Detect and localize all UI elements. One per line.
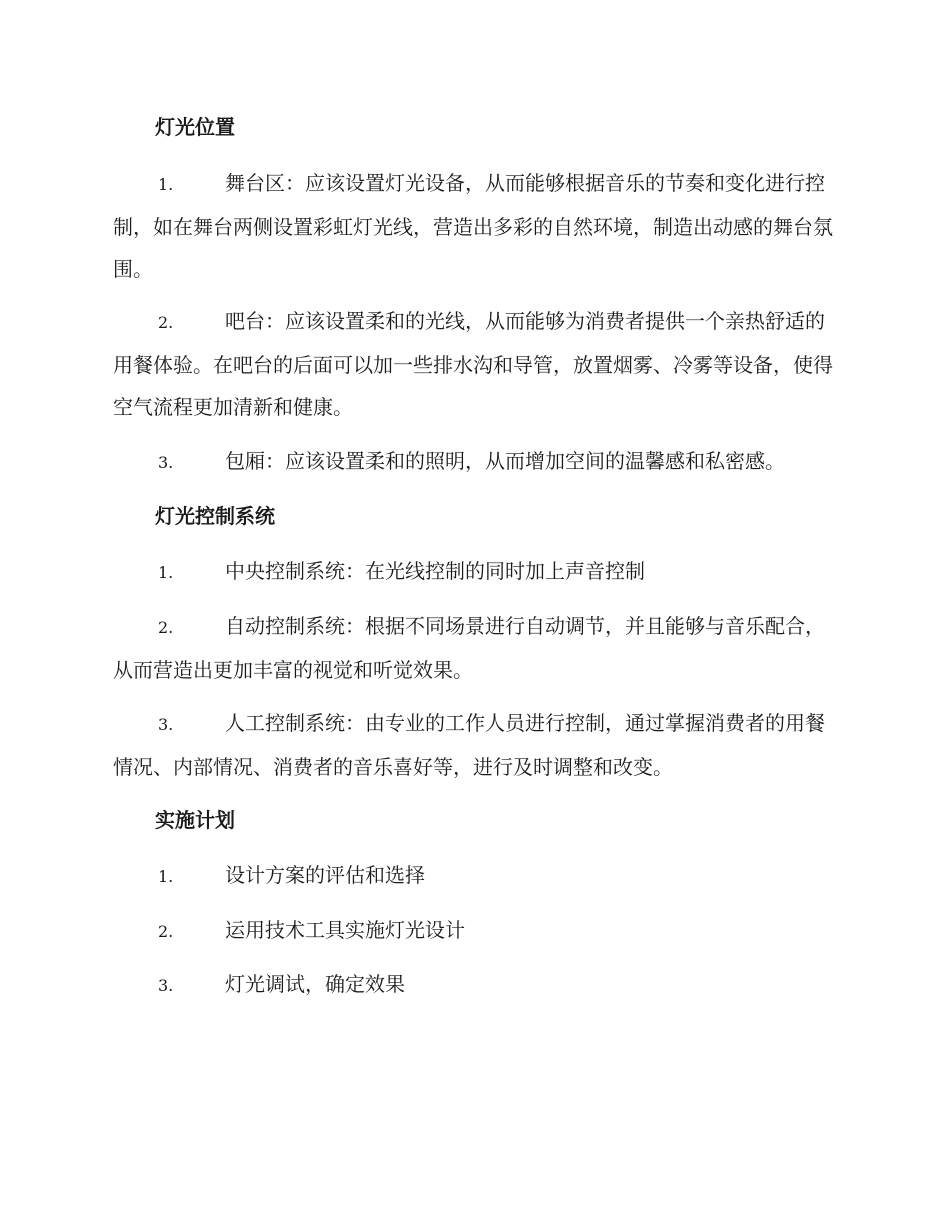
list-item-number: 1. bbox=[158, 175, 174, 194]
list-item-text: 吧台：应该设置柔和的光线，从而能够为消费者提供一个亲热舒适的用餐体验。在吧台的后面可以加一些排水沟和导管，放置烟雾、冷雾等设备，使得空气流程更加清新和健康。 bbox=[113, 309, 833, 419]
list-item bbox=[113, 162, 835, 290]
list-item bbox=[113, 909, 835, 953]
section-heading-lighting-positions: 灯光位置 bbox=[155, 115, 235, 139]
list-item-number: 1. bbox=[158, 867, 174, 886]
list-item-text: 设计方案的评估和选择 bbox=[225, 863, 425, 887]
list-item bbox=[113, 440, 835, 484]
list-item-text: 舞台区：应该设置灯光设备，从而能够根据音乐的节奏和变化进行控制，如在舞台两侧设置彩虹灯光线，营造出多彩的自然环境，制造出动感的舞台氛围。 bbox=[113, 171, 833, 281]
list-item-text: 灯光调试，确定效果 bbox=[225, 972, 405, 996]
list-item bbox=[113, 963, 835, 1007]
section-heading-lighting-control: 灯光控制系统 bbox=[155, 504, 275, 528]
list-item bbox=[113, 702, 835, 788]
list-item-number: 3. bbox=[158, 453, 174, 472]
list-item-number: 2. bbox=[158, 922, 174, 941]
list-item-number: 3. bbox=[158, 976, 174, 995]
section-heading-implementation-plan: 实施计划 bbox=[155, 808, 235, 832]
list-item-number: 2. bbox=[158, 313, 174, 332]
list-item-text: 人工控制系统：由专业的工作人员进行控制，通过掌握消费者的用餐情况、内部情况、消费者的音乐喜好等，进行及时调整和改变。 bbox=[113, 711, 825, 779]
list-item-number: 1. bbox=[158, 563, 174, 582]
list-item-number: 3. bbox=[158, 715, 174, 734]
list-item-text: 运用技术工具实施灯光设计 bbox=[225, 918, 465, 942]
list-item-number: 2. bbox=[158, 618, 174, 637]
list-item-text: 包厢：应该设置柔和的照明，从而增加空间的温馨感和私密感。 bbox=[225, 449, 785, 473]
list-item bbox=[113, 854, 835, 898]
list-item bbox=[113, 300, 835, 428]
list-item-text: 自动控制系统：根据不同场景进行自动调节，并且能够与音乐配合，从而营造出更加丰富的视觉和听觉效果。 bbox=[113, 614, 825, 682]
list-item-text: 中央控制系统：在光线控制的同时加上声音控制 bbox=[225, 559, 645, 583]
list-item bbox=[113, 605, 835, 691]
list-item bbox=[113, 550, 835, 594]
